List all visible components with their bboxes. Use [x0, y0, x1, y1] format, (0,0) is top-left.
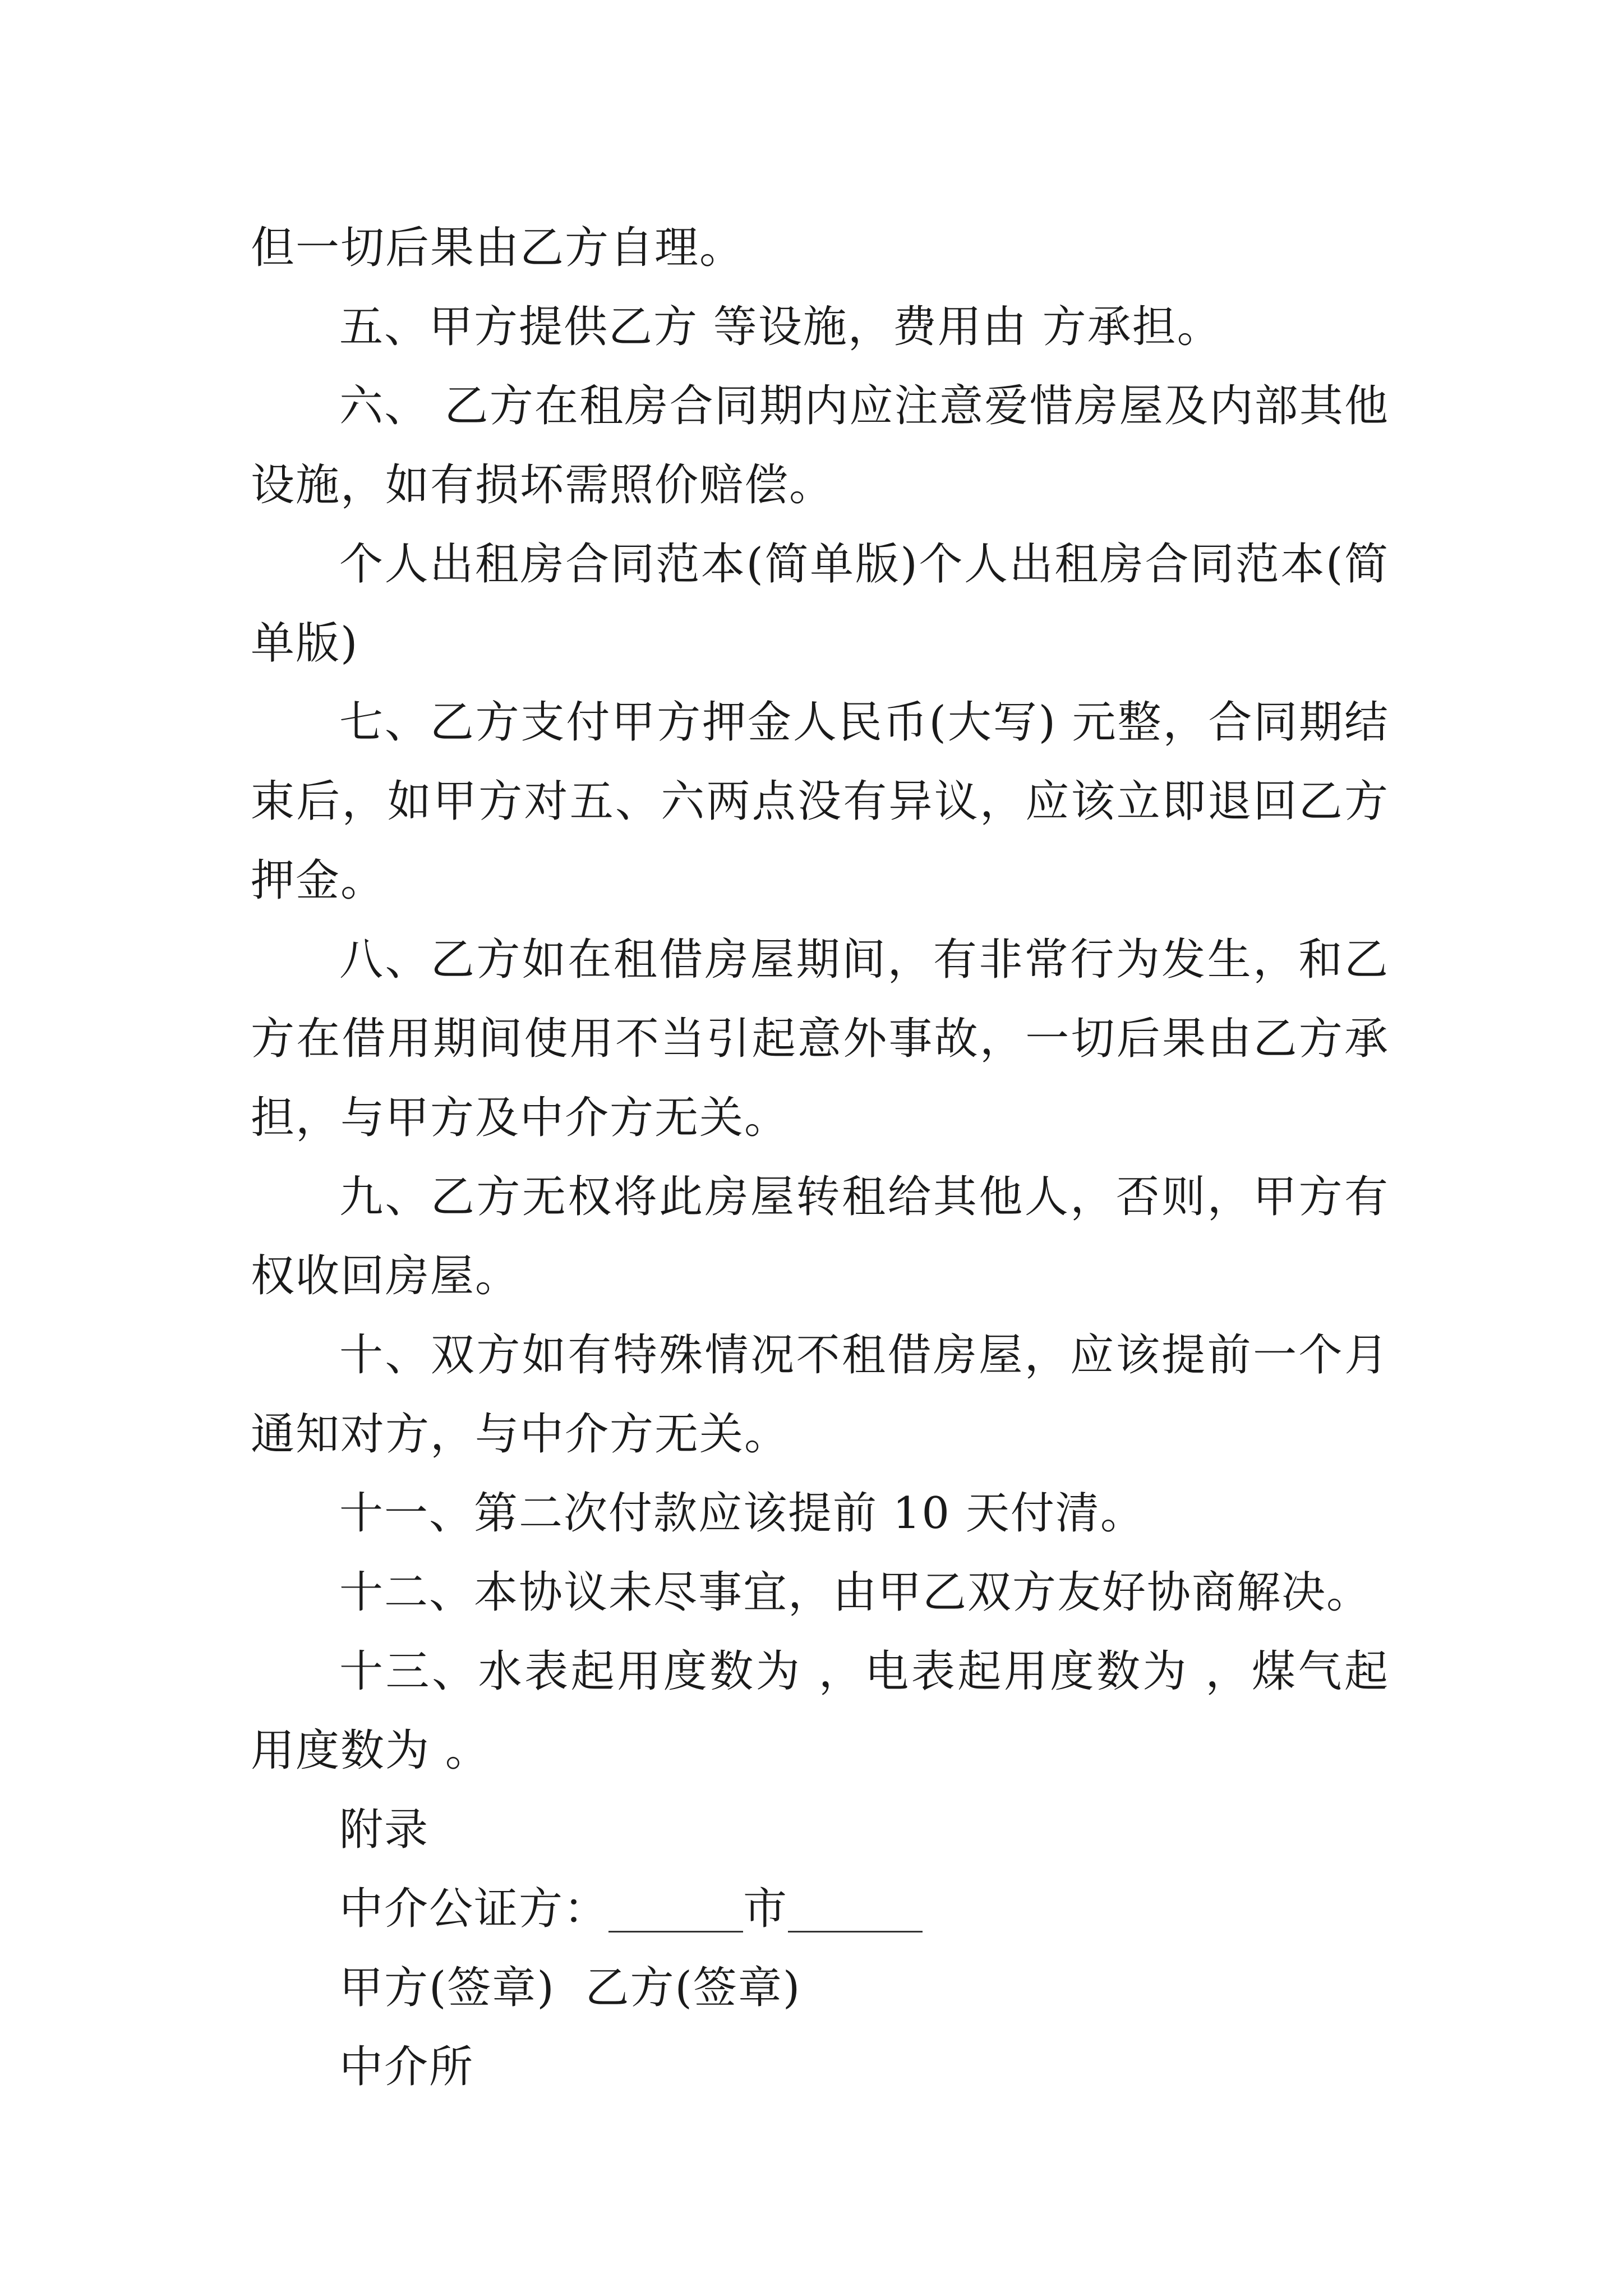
agency-notary-line: [251, 1870, 1389, 1949]
document-body: [251, 209, 1389, 2107]
paragraph-repeated-title: 个人出租房合同范本(简单版)个人出租房合同范本(简单版): [251, 539, 1389, 669]
appendix-heading: 附录: [339, 1805, 430, 1855]
city-blank-before: [608, 1887, 743, 1932]
paragraph-clause-8: 八、乙方如在租借房屋期间，有非常行为发生，和乙方在借用期间使用不当引起意外事故，一切后果由乙方承担，与甲方及中介方无关。: [251, 935, 1389, 1143]
paragraph-clause-13: 十三、水表起用度数为 ，电表起用度数为 ，煤气起用度数为 。: [251, 1646, 1389, 1776]
paragraph-clause-9: 九、乙方无权将此房屋转租给其他人，否则，甲方有权收回房屋。: [251, 1172, 1389, 1301]
signature-line: 甲方(签章) 乙方(签章): [339, 1963, 801, 2013]
paragraph-clause-7: 七、乙方支付甲方押金人民币(大写) 元整，合同期结束后，如甲方对五、六两点没有异议，应该立即退回乙方押金。: [251, 697, 1389, 906]
city-blank-after: [788, 1887, 923, 1932]
paragraph-clause-10: 十、双方如有特殊情况不租借房屋，应该提前一个月通知对方，与中介方无关。: [251, 1330, 1389, 1460]
paragraph-clause-12: 十二、本协议未尽事宜，由甲乙双方友好协商解决。: [339, 1567, 1372, 1618]
agency-notary-label: 中介公证方：: [339, 1884, 609, 1934]
city-label: 市: [743, 1884, 789, 1934]
paragraph-clause-11: 十一、第二次付款应该提前 10 天付清。: [339, 1488, 1145, 1539]
paragraph-clause-5: 五、甲方提供乙方 等设施，费用由 方承担。: [339, 302, 1222, 352]
paragraph-clause-6: 六、 乙方在租房合同期内应注意爱惜房屋及内部其他设施，如有损坏需照价赔偿。: [251, 381, 1389, 510]
agency-office-label: 中介所: [339, 2042, 474, 2092]
paragraph-continuation: 但一切后果由乙方自理。: [251, 223, 745, 273]
